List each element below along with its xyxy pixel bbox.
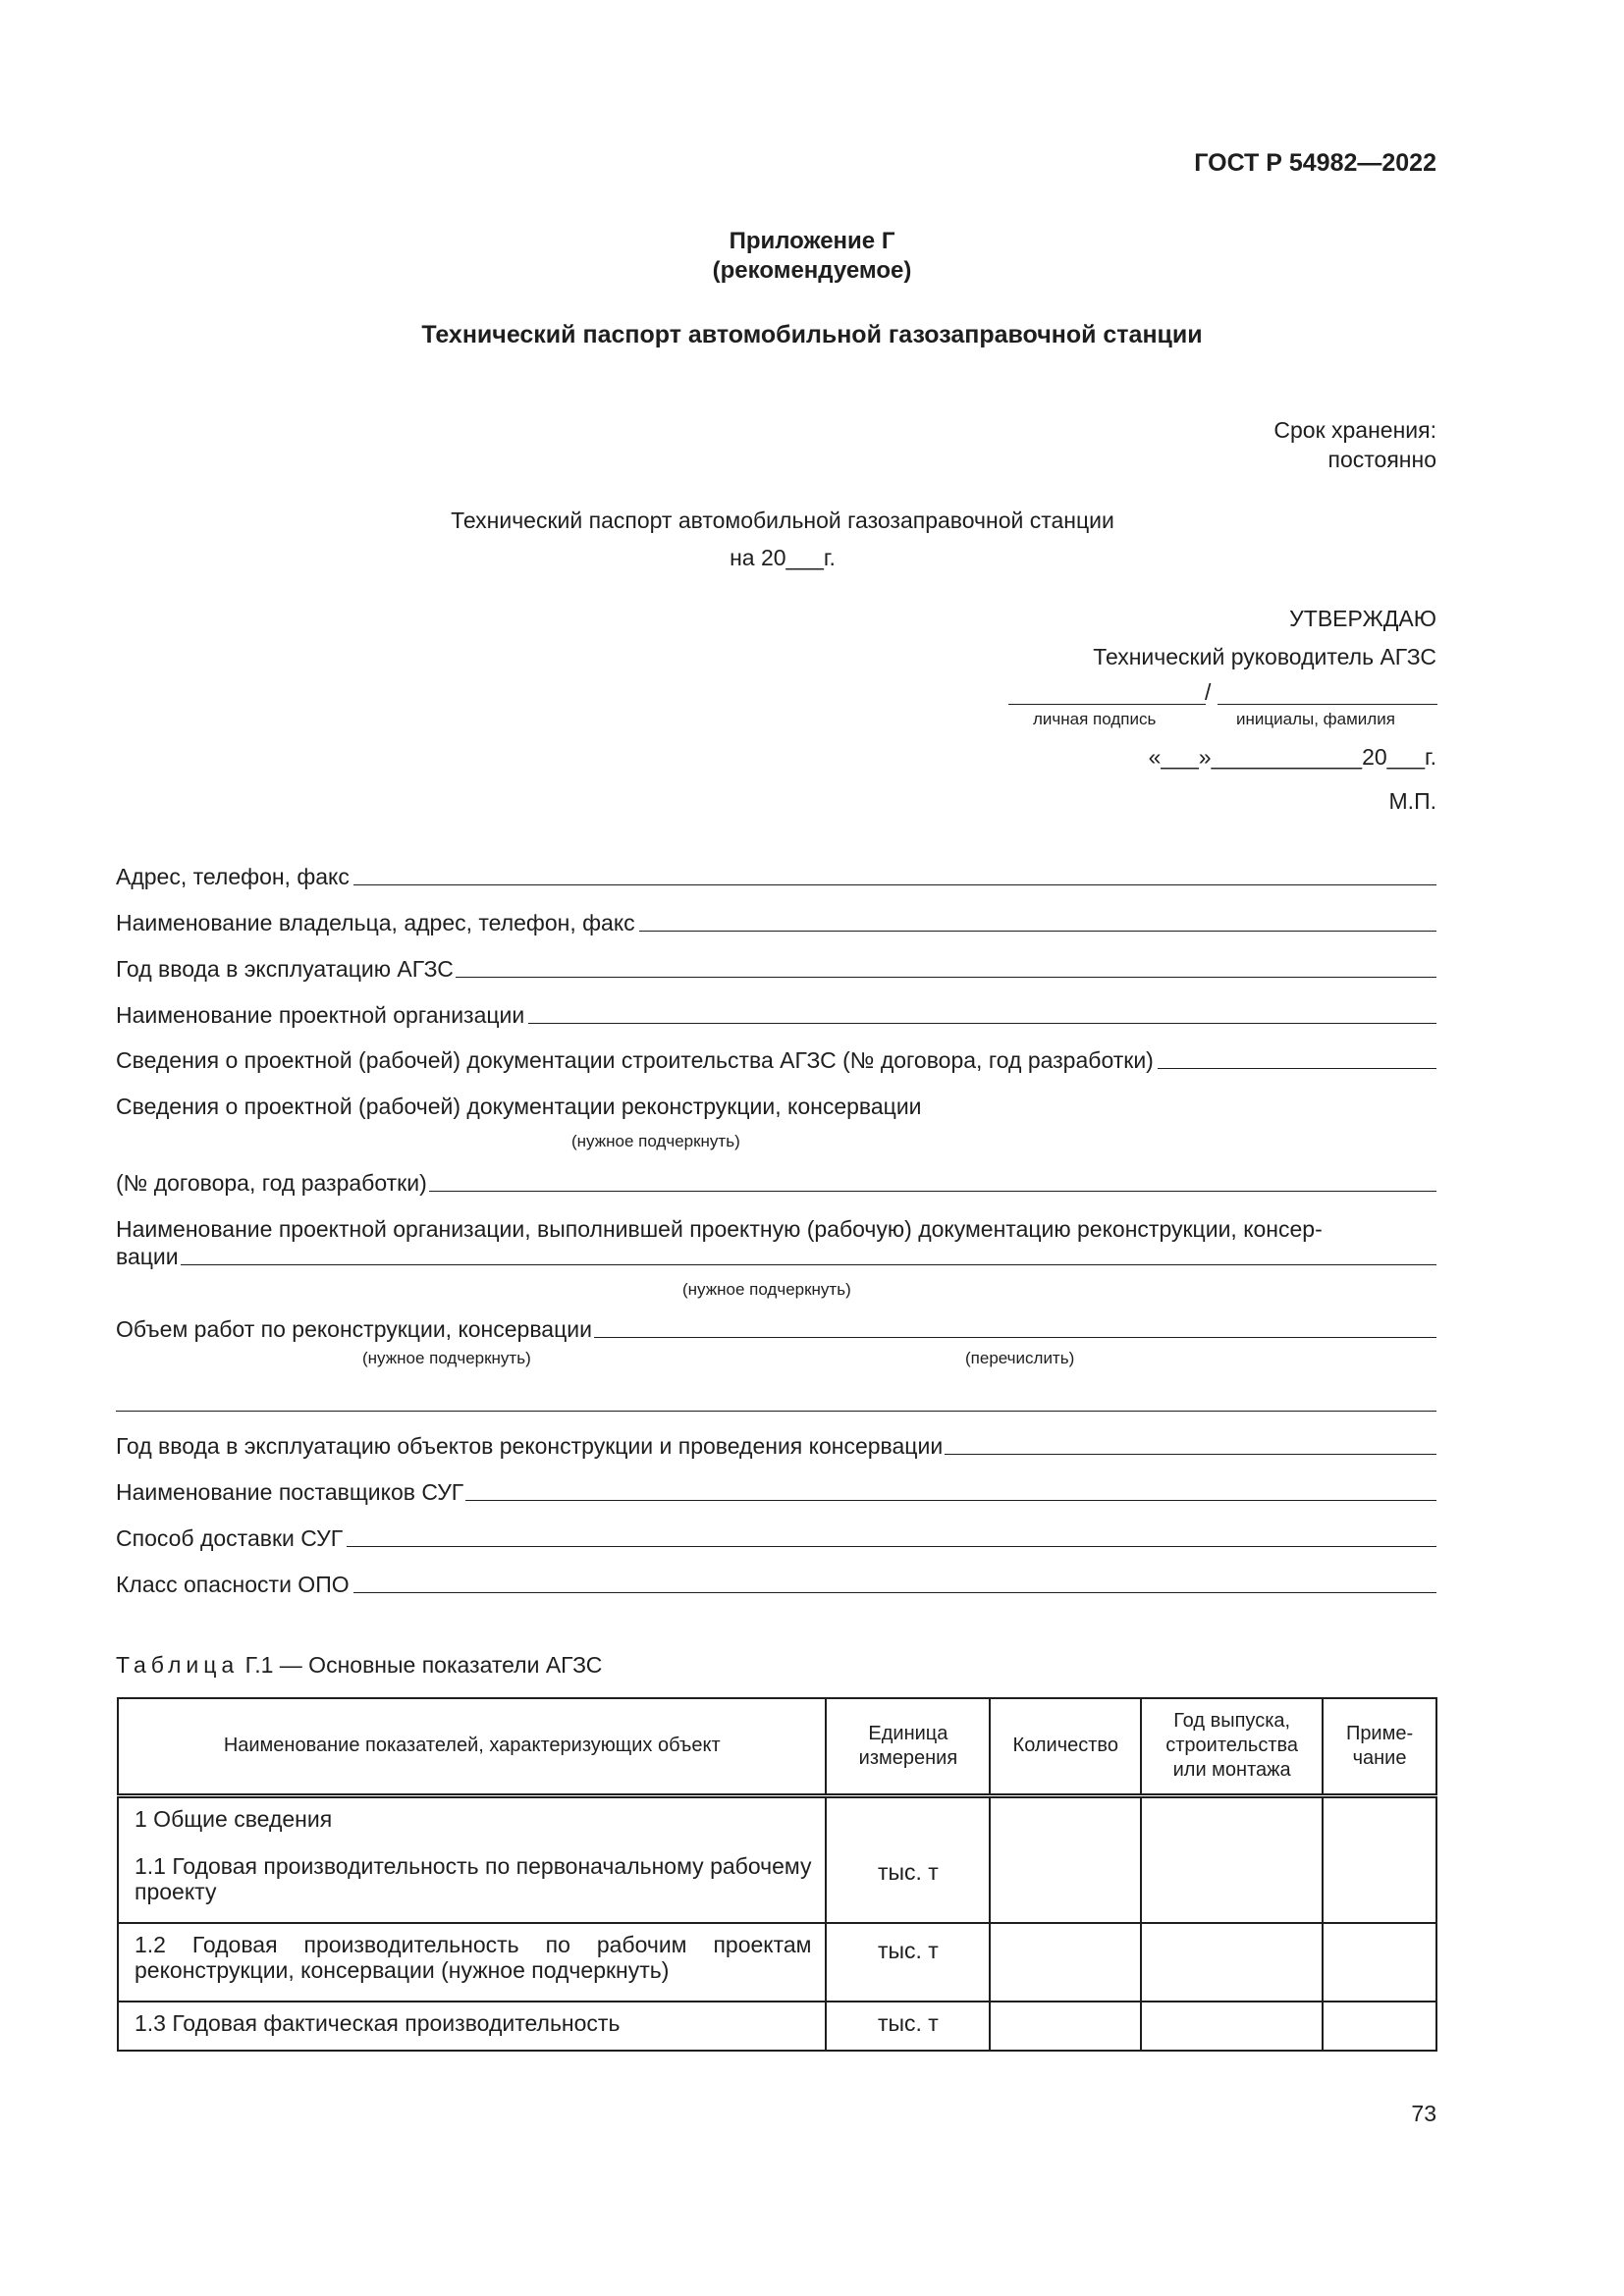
row-year-cell[interactable] — [1141, 1795, 1323, 1923]
appendix-title: Приложение Г — [729, 228, 895, 254]
page-number: 73 — [1411, 2101, 1436, 2126]
row-indicator: 1.3 Годовая фактическая производительность — [118, 2002, 826, 2051]
header-year: Год выпуска, строительства или монтажа — [1141, 1698, 1323, 1795]
indicators-table — [117, 1697, 1437, 2052]
field-recon-year-label: Год ввода в эксплуатацию объектов реконструкции и проведения консервации — [116, 1433, 944, 1459]
field-hazard-class — [116, 1569, 1436, 1598]
field-recon-org-label: Наименование проектной организации, выполнившей проектную (рабочую) документацию реконструкции, консер- — [116, 1216, 1323, 1242]
field-volume — [116, 1313, 1436, 1343]
signature-line[interactable] — [1008, 704, 1206, 705]
approve-label: УТВЕРЖДАЮ — [1289, 606, 1436, 631]
underline-hint-3: (нужное подчеркнуть) — [362, 1349, 531, 1367]
header-note: Приме-чание — [1323, 1698, 1436, 1795]
row-unit: тыс. т — [826, 1923, 990, 2002]
table-caption-rest: Г.1 — Основные показатели АГЗС — [239, 1652, 603, 1678]
field-delivery — [116, 1522, 1436, 1552]
table-row — [118, 1923, 1436, 2002]
approver-position: Технический руководитель АГЗС — [1093, 644, 1436, 669]
row-quantity-cell[interactable] — [990, 2002, 1141, 2051]
row-year-cell[interactable] — [1141, 2002, 1323, 2051]
field-recon-org-line[interactable] — [181, 1264, 1436, 1265]
field-recon-org-label-cont: вации — [116, 1244, 179, 1269]
underline-hint: (нужное подчеркнуть) — [571, 1132, 740, 1150]
field-commission-year — [116, 953, 1436, 983]
passport-year: на 20___г. — [730, 545, 836, 570]
row-note-cell[interactable] — [1323, 1795, 1436, 1923]
header-quantity: Количество — [990, 1698, 1141, 1795]
field-address-label: Адрес, телефон, факс — [116, 864, 350, 889]
row-note-cell[interactable] — [1323, 2002, 1436, 2051]
field-recon-year-line[interactable] — [945, 1454, 1436, 1455]
field-suppliers — [116, 1476, 1436, 1506]
field-recon-org — [116, 1213, 1436, 1243]
field-delivery-line[interactable] — [347, 1546, 1436, 1547]
field-delivery-label: Способ доставки СУГ — [116, 1525, 344, 1551]
name-line[interactable] — [1218, 704, 1437, 705]
row-quantity-cell[interactable] — [990, 1795, 1141, 1923]
name-hint: инициалы, фамилия — [1236, 710, 1395, 728]
field-design-org-label: Наименование проектной организации — [116, 1002, 525, 1028]
passport-title: Технический паспорт автомобильной газозаправочной станции — [451, 507, 1114, 533]
field-design-org — [116, 999, 1436, 1029]
signature-separator: / — [1205, 679, 1212, 705]
field-address-line[interactable] — [353, 884, 1436, 885]
row-quantity-cell[interactable] — [990, 1923, 1141, 2002]
table-caption — [116, 1652, 602, 1679]
approval-date: «___»____________20___г. — [1148, 744, 1436, 770]
field-owner-line[interactable] — [639, 931, 1436, 932]
field-volume-label: Объем работ по реконструкции, консервации — [116, 1316, 592, 1342]
field-volume-extra-line[interactable] — [116, 1411, 1436, 1412]
field-reconstruction-docs — [116, 1091, 1436, 1120]
header-indicator: Наименование показателей, характеризующих объект — [118, 1698, 826, 1795]
field-commission-year-label: Год ввода в эксплуатацию АГЗС — [116, 956, 454, 982]
field-volume-line[interactable] — [594, 1337, 1436, 1338]
field-design-org-line[interactable] — [528, 1023, 1436, 1024]
standard-number: ГОСТ Р 54982—2022 — [1194, 149, 1436, 177]
field-design-docs-label: Сведения о проектной (рабочей) документации строительства АГЗС (№ договора, год разработки) — [116, 1047, 1154, 1073]
field-contract-line[interactable] — [429, 1191, 1436, 1192]
field-contract-label: (№ договора, год разработки) — [116, 1170, 427, 1196]
table-header-row — [118, 1698, 1436, 1795]
row-unit: тыс. т — [826, 1795, 990, 1923]
field-recon-org-cont — [116, 1241, 1436, 1270]
field-owner — [116, 907, 1436, 936]
row-indicator: 1.2 Годовая производительность по рабочим проектам реконструкции, консервации (нужное подчеркнуть) — [118, 1923, 826, 2002]
underline-hint-2: (нужное подчеркнуть) — [682, 1280, 851, 1299]
field-reconstruction-docs-label: Сведения о проектной (рабочей) документации реконструкции, консервации — [116, 1094, 922, 1119]
field-owner-label: Наименование владельца, адрес, телефон, факс — [116, 910, 635, 935]
appendix-status: (рекомендуемое) — [712, 257, 912, 284]
storage-value: постоянно — [1327, 447, 1436, 472]
section-title: 1 Общие сведения — [135, 1805, 333, 1832]
table-caption-prefix: Таблица — [116, 1652, 240, 1678]
row-indicator-text: 1.1 Годовая производительность по первоначальному рабочему проекту — [135, 1852, 812, 1904]
field-design-docs — [116, 1044, 1436, 1074]
field-hazard-class-label: Класс опасности ОПО — [116, 1572, 350, 1597]
list-hint: (перечислить) — [965, 1349, 1075, 1367]
document-title: Технический паспорт автомобильной газозаправочной станции — [421, 321, 1203, 348]
row-unit: тыс. т — [826, 2002, 990, 2051]
field-commission-year-line[interactable] — [456, 977, 1436, 978]
row-year-cell[interactable] — [1141, 1923, 1323, 2002]
field-hazard-class-line[interactable] — [353, 1592, 1436, 1593]
field-suppliers-label: Наименование поставщиков СУГ — [116, 1479, 464, 1505]
field-design-docs-line[interactable] — [1158, 1068, 1436, 1069]
header-unit: Единица измерения — [826, 1698, 990, 1795]
table-row — [118, 2002, 1436, 2051]
stamp-label: М.П. — [1388, 788, 1436, 814]
signature-hint: личная подпись — [1033, 710, 1157, 728]
field-address — [116, 861, 1436, 890]
storage-label: Срок хранения: — [1273, 417, 1436, 443]
field-contract — [116, 1167, 1436, 1197]
row-note-cell[interactable] — [1323, 1923, 1436, 2002]
table-row — [118, 1795, 1436, 1923]
field-suppliers-line[interactable] — [465, 1500, 1436, 1501]
row-indicator — [118, 1795, 826, 1923]
field-recon-year — [116, 1430, 1436, 1460]
